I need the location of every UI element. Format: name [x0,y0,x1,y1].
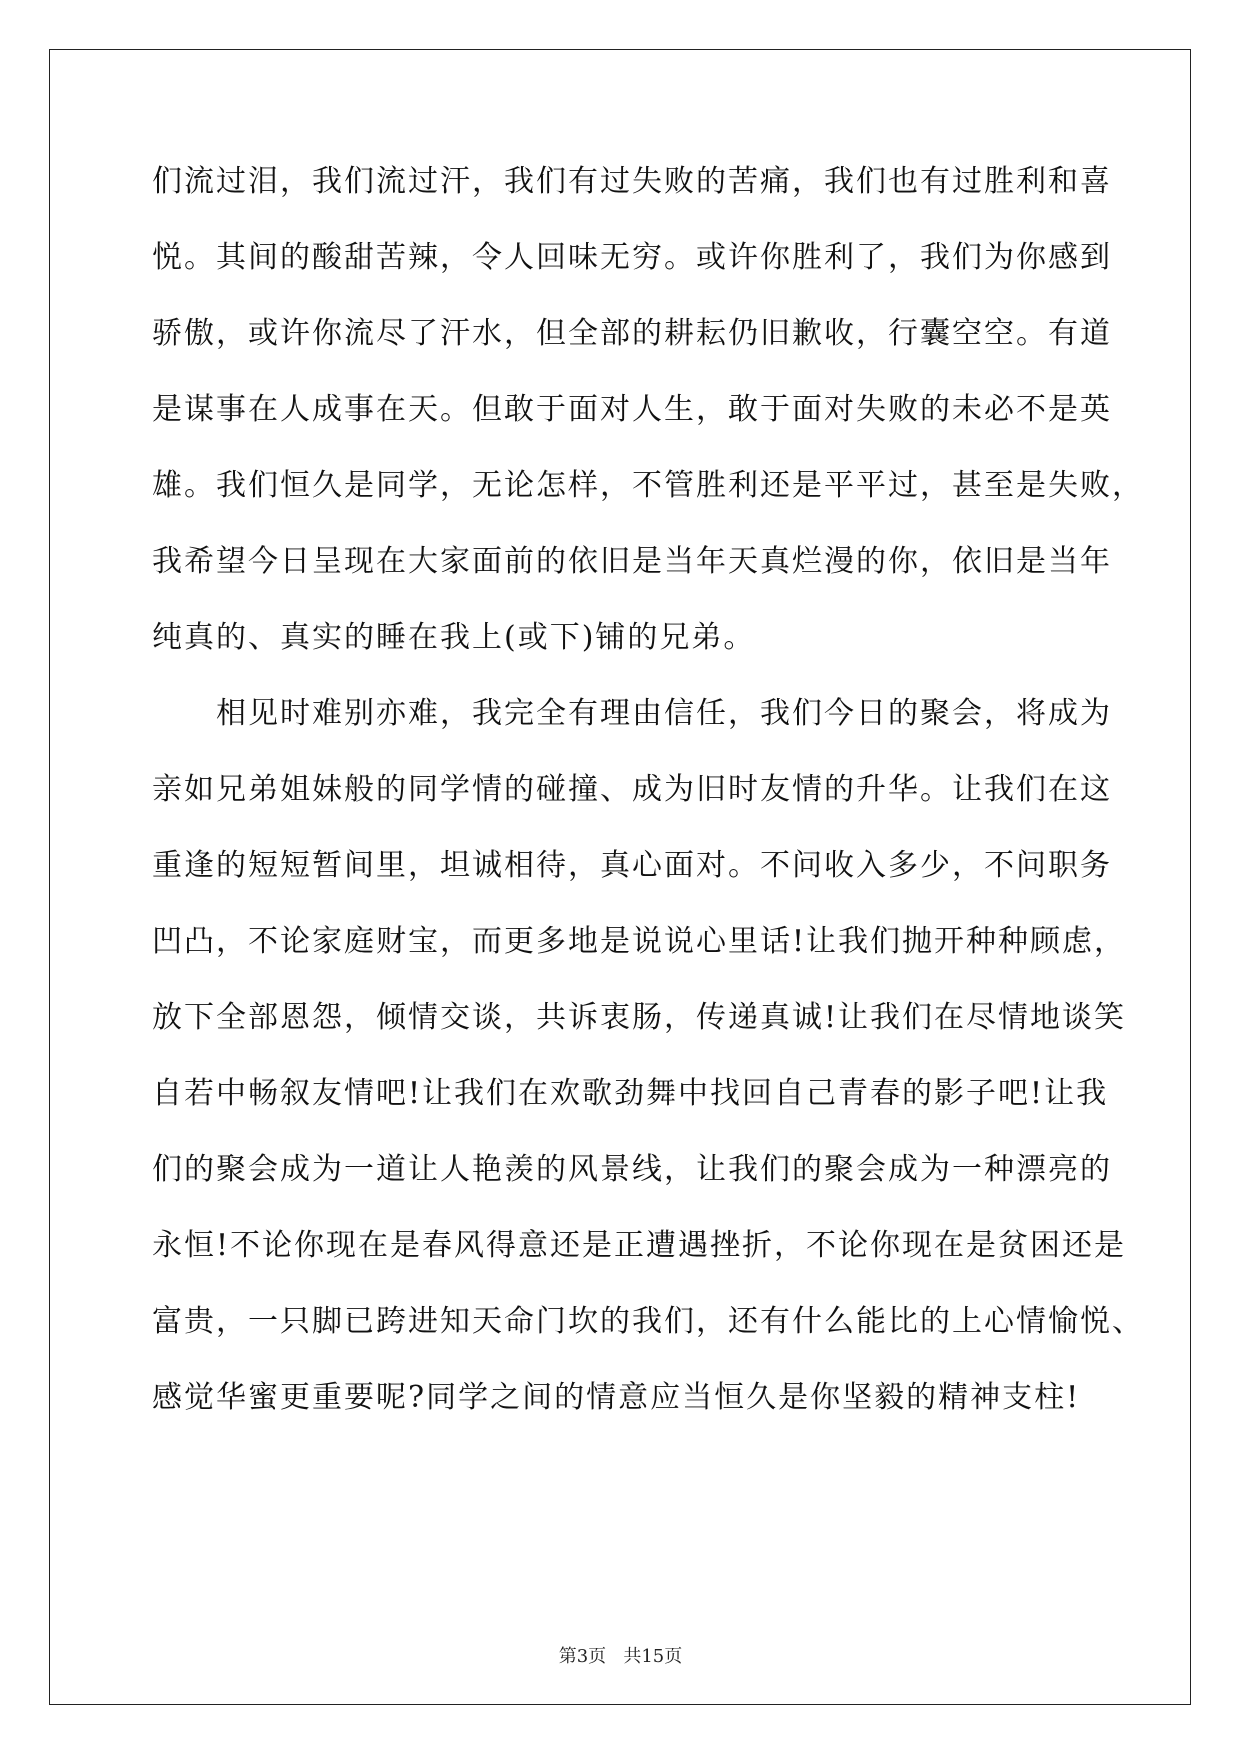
text-line: 雄。我们恒久是同学，无论怎样，不管胜利还是平平过，甚至是失败， [152,468,1144,503]
text-line: 亲如兄弟姐妹般的同学情的碰撞、成为旧时友情的升华。让我们在这 [152,772,1112,807]
page-number: 第3页 共15页 [558,1646,683,1667]
text-line: 富贵，一只脚已跨进知天命门坎的我们，还有什么能比的上心情愉悦、 [152,1304,1144,1339]
text-line: 凹凸，不论家庭财宝，而更多地是说说心里话!让我们抛开种种顾虑， [152,924,1127,959]
text-line: 们流过泪，我们流过汗，我们有过失败的苦痛，我们也有过胜利和喜 [152,164,1112,199]
text-line: 永恒!不论你现在是春风得意还是正遭遇挫折，不论你现在是贫困还是 [152,1228,1127,1263]
text-line: 放下全部恩怨，倾情交谈，共诉衷肠，传递真诚!让我们在尽情地谈笑 [152,1000,1127,1035]
text-line: 感觉华蜜更重要呢?同学之间的情意应当恒久是你坚毅的精神支柱! [152,1380,1081,1415]
paragraph-first-line: 相见时难别亦难，我完全有理由信任，我们今日的聚会，将成为 [216,696,1112,731]
text-line: 悦。其间的酸甜苦辣，令人回味无穷。或许你胜利了，我们为你感到 [152,240,1112,275]
text-line: 骄傲，或许你流尽了汗水，但全部的耕耘仍旧歉收，行囊空空。有道 [152,316,1112,351]
text-line: 们的聚会成为一道让人艳羡的风景线，让我们的聚会成为一种漂亮的 [152,1152,1112,1187]
text-line: 是谋事在人成事在天。但敢于面对人生，敢于面对失败的未必不是英 [152,392,1112,427]
text-line: 纯真的、真实的睡在我上(或下)铺的兄弟。 [152,620,756,655]
document-body [152,162,1144,1454]
text-line: 我希望今日呈现在大家面前的依旧是当年天真烂漫的你，依旧是当年 [152,544,1112,579]
text-line: 重逢的短短暂间里，坦诚相待，真心面对。不问收入多少，不问职务 [152,848,1112,883]
text-line: 自若中畅叙友情吧!让我们在欢歌劲舞中找回自己青春的影子吧!让我 [152,1076,1109,1111]
